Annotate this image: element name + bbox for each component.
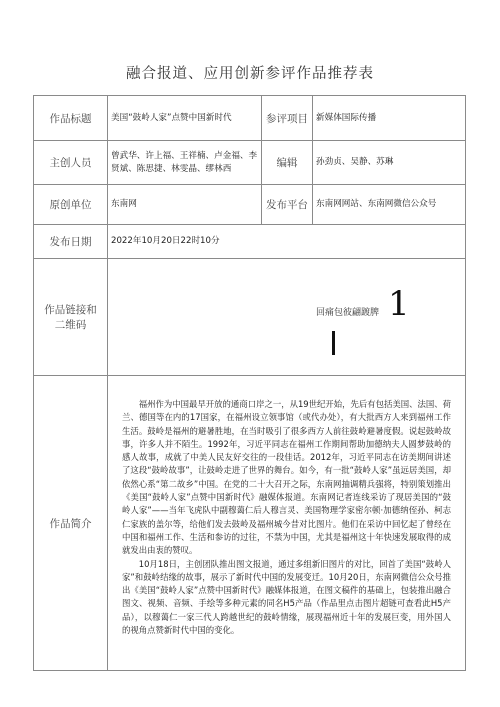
link-qr-cell — [108, 259, 466, 376]
intro-body — [108, 376, 466, 671]
category-value: 新媒体国际传播 — [313, 96, 466, 141]
creators-label: 主创人员 — [34, 141, 108, 185]
intro-paragraph: 福州作为中国最早开放的通商口岸之一，从19世纪开始，先后有包括美国、法国、荷兰、德国等在内的17国家，在福州设立领事馆（或代办处），有大批西方人来到福州工作生活。鼓岭是福州的避暑胜地，在当时吸引了很多西方人前往鼓岭避暑度假。说起鼓岭故事，许多人并不陌生。1992年，习近平同志在福州工作期间帮助加德纳夫人圆梦鼓岭的感人故事，成就了中美人民友好交往的一段佳话。2012年，习近平同志在访美期间讲述了这段“鼓岭故事”，让鼓岭走进了世界的舞台。如今，有一批“鼓岭人家”虽远居美国，却依然心系“第二故乡”中国。在党的二十大召开之际，东南网抽调精兵强将，特别策划推出《美国“鼓岭人家”点赞中国新时代》融媒体报道。东南网记者连线采访了现居美国的“鼓岭人家”——当年飞虎队中副穆蔼仁后人穆言灵、美国物理学家密尔顿·加德纳侄孙、柯志仁家族的盖尔等，给他们发去鼓岭及福州城今昔对比图片。他们在采访中回忆起了曾经在中国和福州工作、生活和参访的过往，不禁为中国，尤其是福州这十年快速发展取得的成就发出由衷的赞叹。 — [122, 399, 451, 556]
row-work-title — [34, 96, 466, 141]
platform-label: 发布平台 — [262, 185, 313, 225]
row-intro — [34, 376, 466, 671]
qr-code-placeholder — [332, 331, 335, 355]
platform-value: 东南网网站、东南网微信公众号 — [313, 185, 466, 225]
creators-value: 曾武华、许上福、王祥楠、卢金福、李贤斌、陈思捷、林雯晶、缪林西 — [108, 141, 262, 185]
editor-label: 编辑 — [262, 141, 313, 185]
row-link — [34, 259, 466, 376]
page-title: 融合报道、应用创新参评作品推荐表 — [126, 66, 374, 82]
unit-label: 原创单位 — [34, 185, 108, 225]
work-title-value: 美国“鼓岭人家”点赞中国新时代 — [108, 96, 262, 141]
row-unit — [34, 185, 466, 225]
category-label: 参评项目 — [262, 96, 313, 141]
work-title-label: 作品标题 — [34, 96, 108, 141]
editor-value: 孙劲贞、吴静、苏琳 — [313, 141, 466, 185]
link-label: 作品链接和二维码 — [34, 259, 108, 376]
recommendation-form-table — [33, 95, 466, 671]
link-text[interactable]: 回痛包彼翩踱脾 — [316, 308, 380, 318]
intro-label: 作品简介 — [34, 376, 108, 671]
intro-paragraph: 10月18日，主创团队推出图文报道，通过多组新旧图片的对比，回首了美国“鼓岭人家”和鼓岭结缘的故事，展示了新时代中国的发展变迁。10月20日，东南网微信公众号推出《美国“鼓岭人家”点赞中国新时代》融媒体报道，在图文稿件的基础上，包装推出融合图文、视频、音频、手绘等多种元素的同名H5产品（作品里点击图片超链可查看此H5产品），以穆蔼仁一家三代人跨越世纪的鼓岭情缘，展现福州近十年的发展巨变，用外国人的视角点赞新时代中国的变化。 — [122, 558, 451, 636]
date-value: 2022年10月20日22时10分 — [108, 225, 466, 259]
row-creators — [34, 141, 466, 185]
date-label: 发布日期 — [34, 225, 108, 259]
link-glyph: 1 — [388, 284, 410, 324]
unit-value: 东南网 — [108, 185, 262, 225]
row-date — [34, 225, 466, 259]
